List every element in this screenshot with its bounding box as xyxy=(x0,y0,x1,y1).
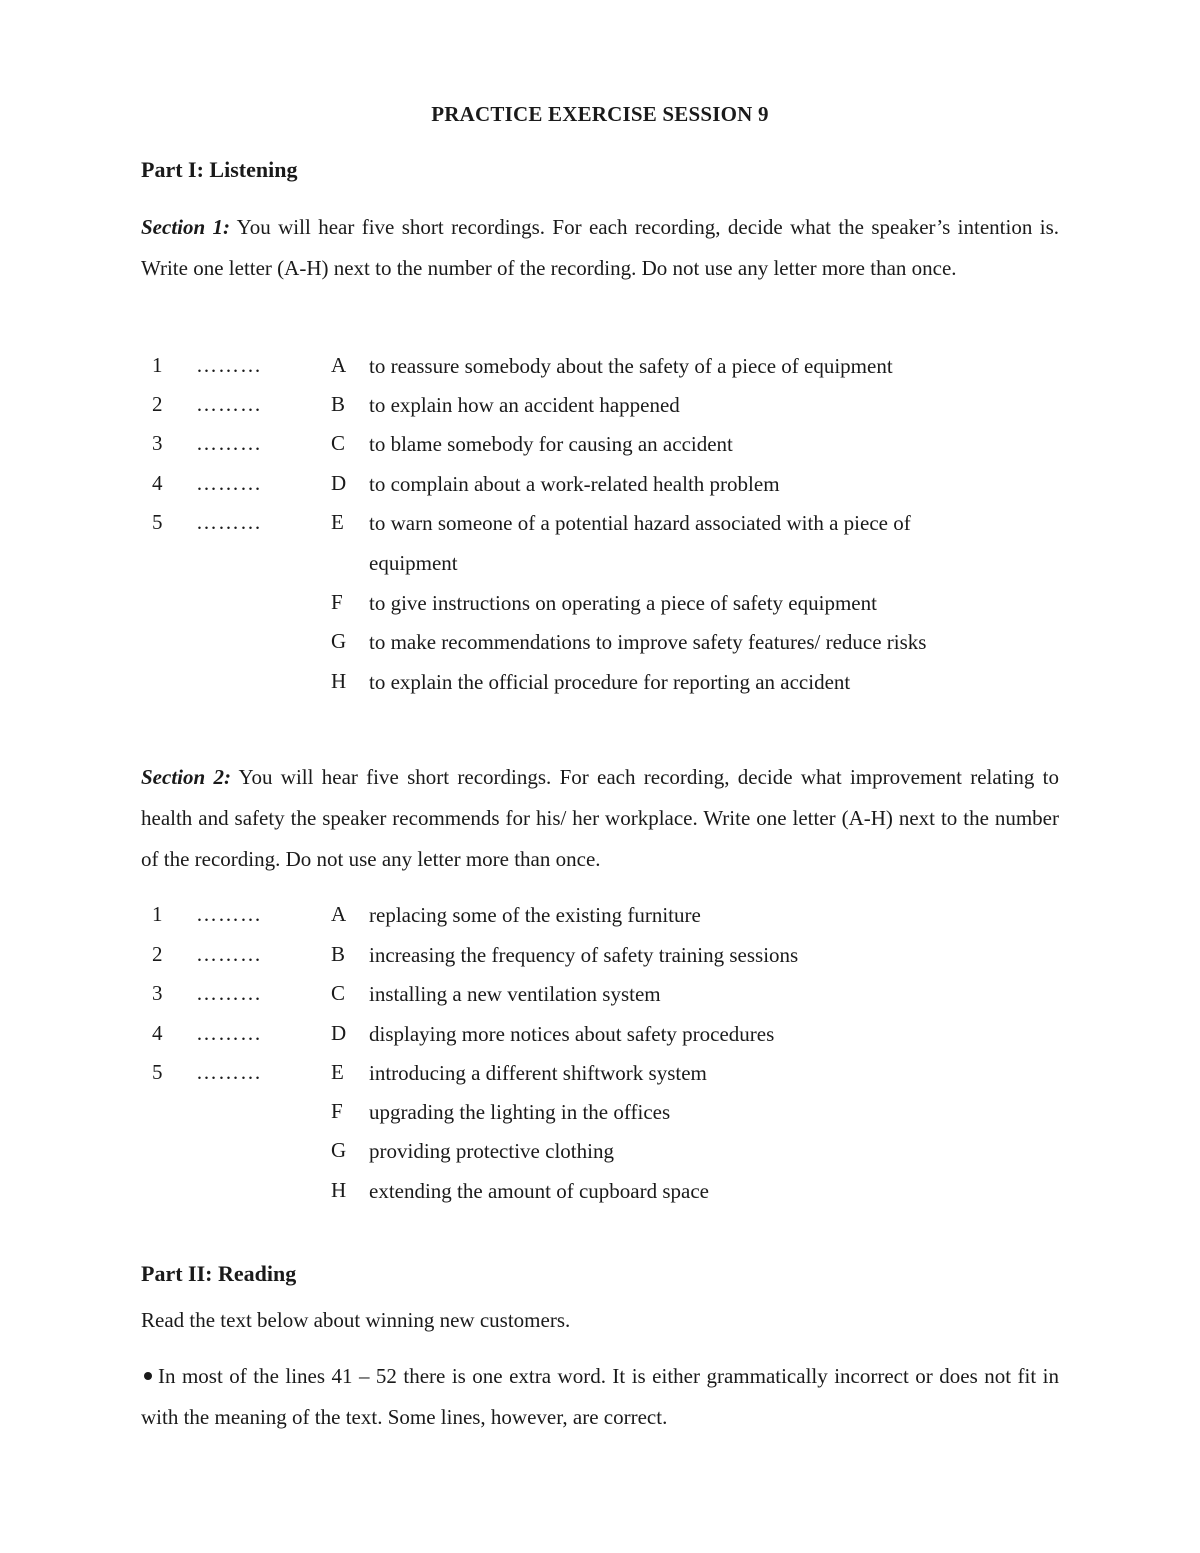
section2-number: 5 xyxy=(152,1060,163,1084)
section1-number: 5 xyxy=(152,510,163,534)
option-letter: G xyxy=(331,1138,347,1162)
option-text: increasing the frequency of safety training sessions xyxy=(369,943,799,967)
option-text: upgrading the lighting in the offices xyxy=(369,1100,671,1124)
section1-blank: ……… xyxy=(196,471,262,495)
section2-instructions-text: You will hear five short recordings. For each recording, decide what improvement relating to health and safety the speaker recommends for his/ her workplace. Write one letter (A-H) next to the number of the recording. Do not use any letter more than once. xyxy=(141,765,1059,871)
option-text: to explain the official procedure for reporting an accident xyxy=(369,670,851,694)
section1-blank: ……… xyxy=(196,510,262,534)
section1-blank: ……… xyxy=(196,392,262,416)
option-text: providing protective clothing xyxy=(369,1139,614,1163)
option-text: introducing a different shiftwork system xyxy=(369,1061,707,1085)
option-text: to blame somebody for causing an accident xyxy=(369,432,733,456)
option-letter: H xyxy=(331,1178,347,1202)
section2-number: 3 xyxy=(152,981,163,1005)
option-letter: F xyxy=(331,1099,343,1123)
section2-blank: ……… xyxy=(196,942,262,966)
option-letter: C xyxy=(331,431,346,455)
option-letter: A xyxy=(331,353,347,377)
section1-blank: ……… xyxy=(196,431,262,455)
section2-blank: ……… xyxy=(196,981,262,1005)
part2-intro: Read the text below about winning new customers. xyxy=(141,1308,571,1332)
part1-heading: Part I: Listening xyxy=(141,157,298,182)
option-text: to warn someone of a potential hazard associated with a piece of equipment xyxy=(369,511,911,575)
section2-blank: ……… xyxy=(196,1060,262,1084)
section1-label: Section 1: xyxy=(141,215,231,239)
option-letter: A xyxy=(331,902,347,926)
part2-bullet-text: In most of the lines 41 – 52 there is one extra word. It is either grammatically incorrect or does not fit in with the meaning of the text. Some lines, however, are correct. xyxy=(141,1364,1059,1429)
option-letter: F xyxy=(331,590,343,614)
option-letter: G xyxy=(331,629,347,653)
section2-blank: ……… xyxy=(196,902,262,926)
section2-number: 4 xyxy=(152,1021,163,1045)
section2-number: 2 xyxy=(152,942,163,966)
option-text: to complain about a work-related health problem xyxy=(369,472,780,496)
option-letter: H xyxy=(331,669,347,693)
option-letter: E xyxy=(331,510,344,534)
section2-blank: ……… xyxy=(196,1021,262,1045)
document-title: PRACTICE EXERCISE SESSION 9 xyxy=(431,102,769,126)
option-text: to explain how an accident happened xyxy=(369,393,680,417)
option-letter: B xyxy=(331,392,346,416)
option-letter: B xyxy=(331,942,346,966)
option-text: displaying more notices about safety procedures xyxy=(369,1022,775,1046)
option-text: installing a new ventilation system xyxy=(369,982,661,1006)
option-text: replacing some of the existing furniture xyxy=(369,903,701,927)
section1-number: 2 xyxy=(152,392,163,416)
section2-label: Section 2: xyxy=(141,765,231,789)
section1-blank: ……… xyxy=(196,353,262,377)
section2-instructions xyxy=(141,757,1059,880)
part2-bullet-paragraph xyxy=(141,1356,1059,1438)
option-letter: D xyxy=(331,1021,347,1045)
option-letter: D xyxy=(331,471,347,495)
section1-number: 4 xyxy=(152,471,163,495)
bullet-icon xyxy=(144,1372,152,1380)
option-text: to make recommendations to improve safety features/ reduce risks xyxy=(369,630,927,654)
option-text: to reassure somebody about the safety of a piece of equipment xyxy=(369,354,893,378)
option-text: to give instructions on operating a piece of safety equipment xyxy=(369,591,877,615)
part2-heading: Part II: Reading xyxy=(141,1261,297,1286)
section1-number: 1 xyxy=(152,353,163,377)
section1-instructions xyxy=(141,207,1059,289)
option-text: extending the amount of cupboard space xyxy=(369,1179,709,1203)
section1-instructions-text: You will hear five short recordings. For each recording, decide what the speaker’s intention is. Write one letter (A-H) next to the number of the recording. Do not use any letter more than once. xyxy=(141,215,1059,280)
section2-number: 1 xyxy=(152,902,163,926)
option-letter: E xyxy=(331,1060,344,1084)
section1-number: 3 xyxy=(152,431,163,455)
option-letter: C xyxy=(331,981,346,1005)
